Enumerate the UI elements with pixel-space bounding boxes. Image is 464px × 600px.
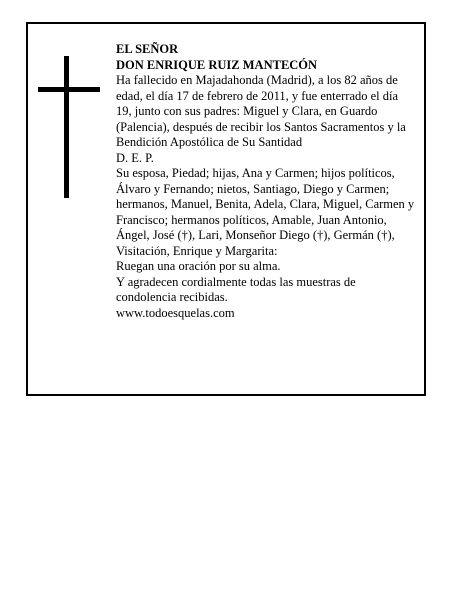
website-credit: www.todoesquelas.com (116, 305, 235, 320)
obituary-notice (26, 22, 426, 396)
latin-cross-icon (38, 56, 100, 198)
cross-horizontal-bar (38, 87, 100, 92)
rest-in-peace: D. E. P. (116, 150, 154, 165)
thanks-message: Y agradecen cordialmente todas las muestras de condolencia recibidas. (116, 274, 356, 304)
cross-vertical-bar (64, 56, 69, 198)
deceased-name: DON ENRIQUE RUIZ MANTECÓN (116, 57, 318, 72)
prayer-request: Ruegan una oración por su alma. (116, 259, 281, 273)
title-line-1: EL SEÑOR (116, 42, 179, 56)
notice-text (116, 42, 416, 321)
family-list: Su esposa, Piedad; hijas, Ana y Carmen; hijos políticos, Álvaro y Fernando; nietos, Santiago, Diego y Carmen; hermanos, Manuel, Benita, Adela, Clara, Miguel, Carmen y Francisco; hermanos políticos, Amable, Juan Antonio, Ángel, José (†), Lari, Monseñor Diego (†), Germán (†), Visitación, Enrique y Margarita: (116, 166, 415, 258)
death-announcement: Ha fallecido en Majadahonda (Madrid), a los 82 años de edad, el día 17 de febrero de 2011, y fue enterrado el día 19, junto con sus padres: Miguel y Clara, en Guardo (Palencia), después de recibir los Santos Sacramentos y la Bendición Apostólica de Su Santidad (116, 73, 406, 149)
